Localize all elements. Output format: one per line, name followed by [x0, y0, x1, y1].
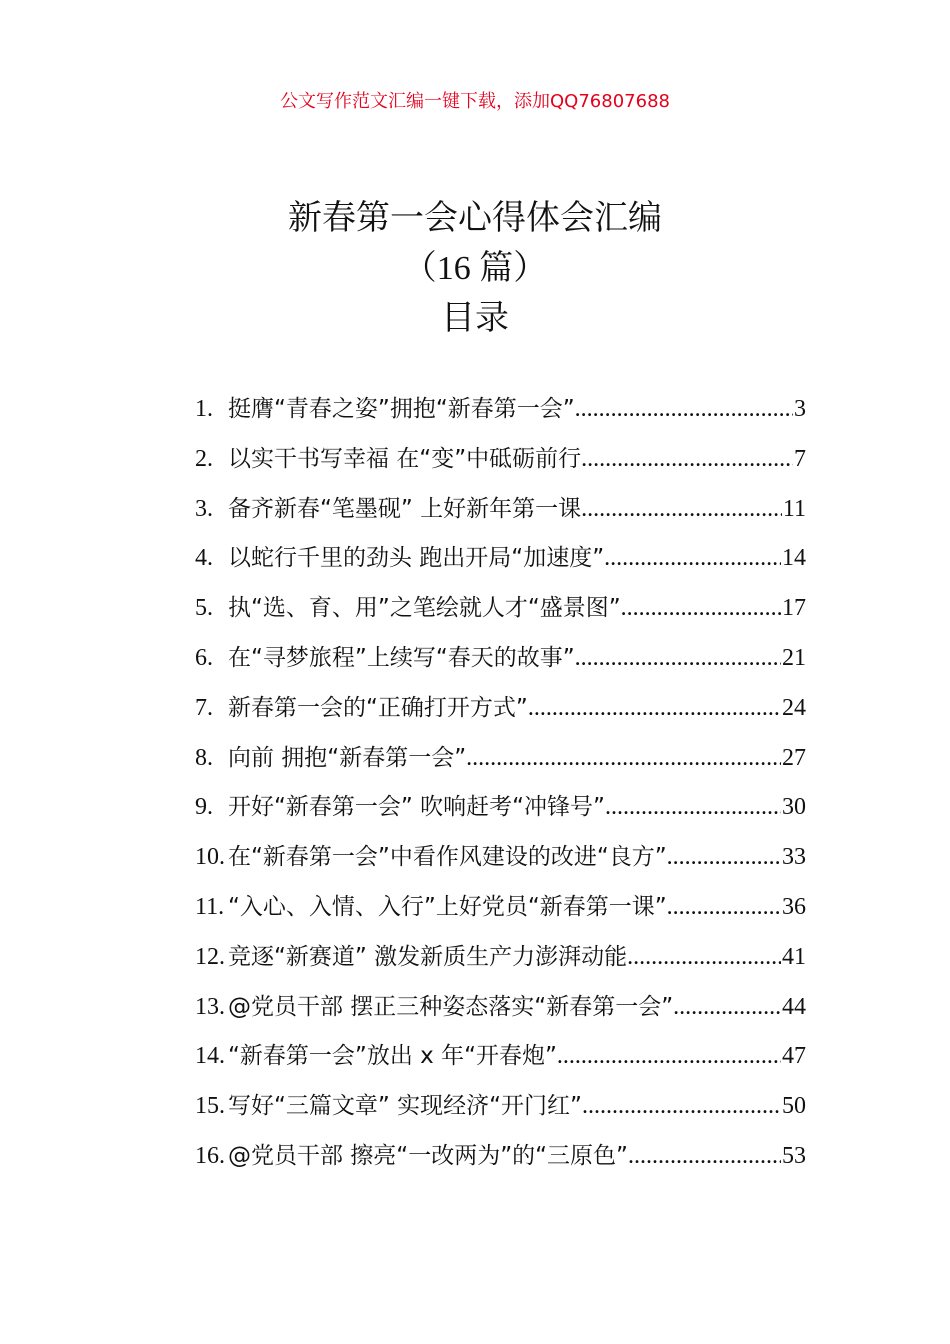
- toc-entry-number: 5.: [195, 595, 213, 622]
- toc-entry[interactable]: [195, 888, 806, 938]
- toc-entry-page: 11: [782, 495, 806, 522]
- dot-leader: [605, 794, 781, 821]
- toc-entry-page: 3: [794, 396, 806, 422]
- toc-entry-number: 12.: [195, 943, 225, 970]
- toc-heading: 目录: [441, 298, 509, 338]
- document-count: （16 篇）: [402, 250, 548, 287]
- dot-leader: [582, 1093, 781, 1120]
- toc-entry[interactable]: [195, 539, 806, 589]
- toc-entry-title: 以蛇行千里的劲头 跑出开局“加速度”: [228, 545, 605, 572]
- toc-entry-page: 44: [782, 993, 806, 1020]
- toc-entry-title: 以实干书写幸福 在“变”中砥砺前行: [228, 445, 582, 472]
- toc-entry[interactable]: [195, 1137, 806, 1187]
- toc-entry-title: 写好“三篇文章” 实现经济“开门红”: [228, 1093, 582, 1120]
- toc-entry-number: 6.: [195, 644, 213, 671]
- toc-entry-number: 15.: [195, 1093, 225, 1120]
- dot-leader: [581, 446, 793, 473]
- toc-entry-title: 在“寻梦旅程”上续写“春天的故事”: [228, 644, 575, 671]
- toc-entry-title: 挺膺“青春之姿”拥抱“新春第一会”: [228, 396, 575, 422]
- toc-entry-title: 竞逐“新赛道” 激发新质生产力澎湃动能: [228, 943, 628, 970]
- toc-entry-number: 8.: [195, 744, 213, 771]
- dot-leader: [575, 645, 781, 672]
- toc-entry-title: @党员干部 擦亮“一改两为”的“三原色”: [228, 1142, 628, 1169]
- toc-entry-page: 41: [782, 943, 806, 970]
- dot-leader: [667, 844, 781, 871]
- toc-entry-page: 30: [782, 794, 806, 821]
- toc-entry[interactable]: [195, 689, 806, 739]
- dot-leader: [466, 745, 781, 772]
- toc-entry[interactable]: [195, 390, 806, 440]
- dot-leader: [581, 496, 782, 523]
- toc-entry-number: 7.: [195, 694, 213, 721]
- toc-entry-title: @党员干部 摆正三种姿态落实“新春第一会”: [228, 993, 674, 1020]
- download-banner: 公文写作范文汇编一键下载，添加QQ76807688: [280, 91, 670, 112]
- toc-entry[interactable]: [195, 938, 806, 988]
- toc-entry-number: 10.: [195, 844, 225, 871]
- toc-entry-page: 36: [782, 893, 806, 920]
- toc-entry[interactable]: [195, 440, 806, 490]
- dot-leader: [528, 695, 781, 722]
- toc-entry[interactable]: [195, 1037, 806, 1087]
- toc-entry[interactable]: [195, 739, 806, 789]
- dot-leader: [628, 1143, 781, 1170]
- toc-entry-page: 33: [782, 844, 806, 871]
- dot-leader: [673, 994, 781, 1021]
- toc-entry-title: 备齐新春“笔墨砚” 上好新年第一课: [228, 495, 582, 522]
- dot-leader: [604, 545, 781, 572]
- toc-entry-page: 21: [782, 644, 806, 671]
- toc-entry-number: 14.: [195, 1043, 225, 1070]
- toc-entry-number: 2.: [195, 445, 213, 472]
- dot-leader: [627, 944, 781, 971]
- dot-leader: [557, 1043, 781, 1070]
- dot-leader: [667, 894, 781, 921]
- dot-leader: [575, 396, 793, 423]
- toc-entry-title: 执“选、育、用”之笔绘就人才“盛景图”: [228, 595, 621, 622]
- toc-entry-page: 17: [782, 595, 806, 622]
- toc-entry[interactable]: [195, 788, 806, 838]
- toc-entry-title: “新春第一会”放出 x 年“开春炮”: [228, 1043, 557, 1070]
- toc-entry[interactable]: [195, 589, 806, 639]
- toc-entry-number: 1.: [195, 396, 213, 422]
- toc-entry-page: 50: [782, 1093, 806, 1120]
- toc-entry-page: 14: [782, 545, 806, 572]
- toc-entry[interactable]: [195, 838, 806, 888]
- toc-entry-number: 11.: [195, 893, 225, 920]
- toc-entry-page: 24: [782, 694, 806, 721]
- toc-entry-title: 开好“新春第一会” 吹响赶考“冲锋号”: [228, 794, 605, 821]
- toc-entry-page: 27: [782, 744, 806, 771]
- toc-entry-title: 新春第一会的“正确打开方式”: [228, 694, 528, 721]
- toc-entry-number: 3.: [195, 495, 213, 522]
- toc-entry[interactable]: [195, 639, 806, 689]
- toc-entry-number: 9.: [195, 794, 213, 821]
- document-title: 新春第一会心得体会汇编: [288, 198, 662, 238]
- table-of-contents: [195, 390, 806, 1187]
- toc-entry-number: 16.: [195, 1142, 225, 1169]
- toc-entry-number: 4.: [195, 545, 213, 572]
- toc-entry-page: 53: [782, 1142, 806, 1169]
- toc-entry-title: 向前 拥抱“新春第一会”: [228, 744, 467, 771]
- toc-entry-page: 47: [782, 1043, 806, 1070]
- toc-entry-title: “入心、入情、入行”上好党员“新春第一课”: [228, 893, 667, 920]
- toc-entry-number: 13.: [195, 993, 225, 1020]
- toc-entry[interactable]: [195, 490, 806, 540]
- toc-entry-title: 在“新春第一会”中看作风建设的改进“良方”: [228, 844, 667, 871]
- toc-entry[interactable]: [195, 988, 806, 1038]
- dot-leader: [621, 595, 781, 622]
- toc-entry-page: 7: [794, 445, 806, 472]
- toc-entry[interactable]: [195, 1087, 806, 1137]
